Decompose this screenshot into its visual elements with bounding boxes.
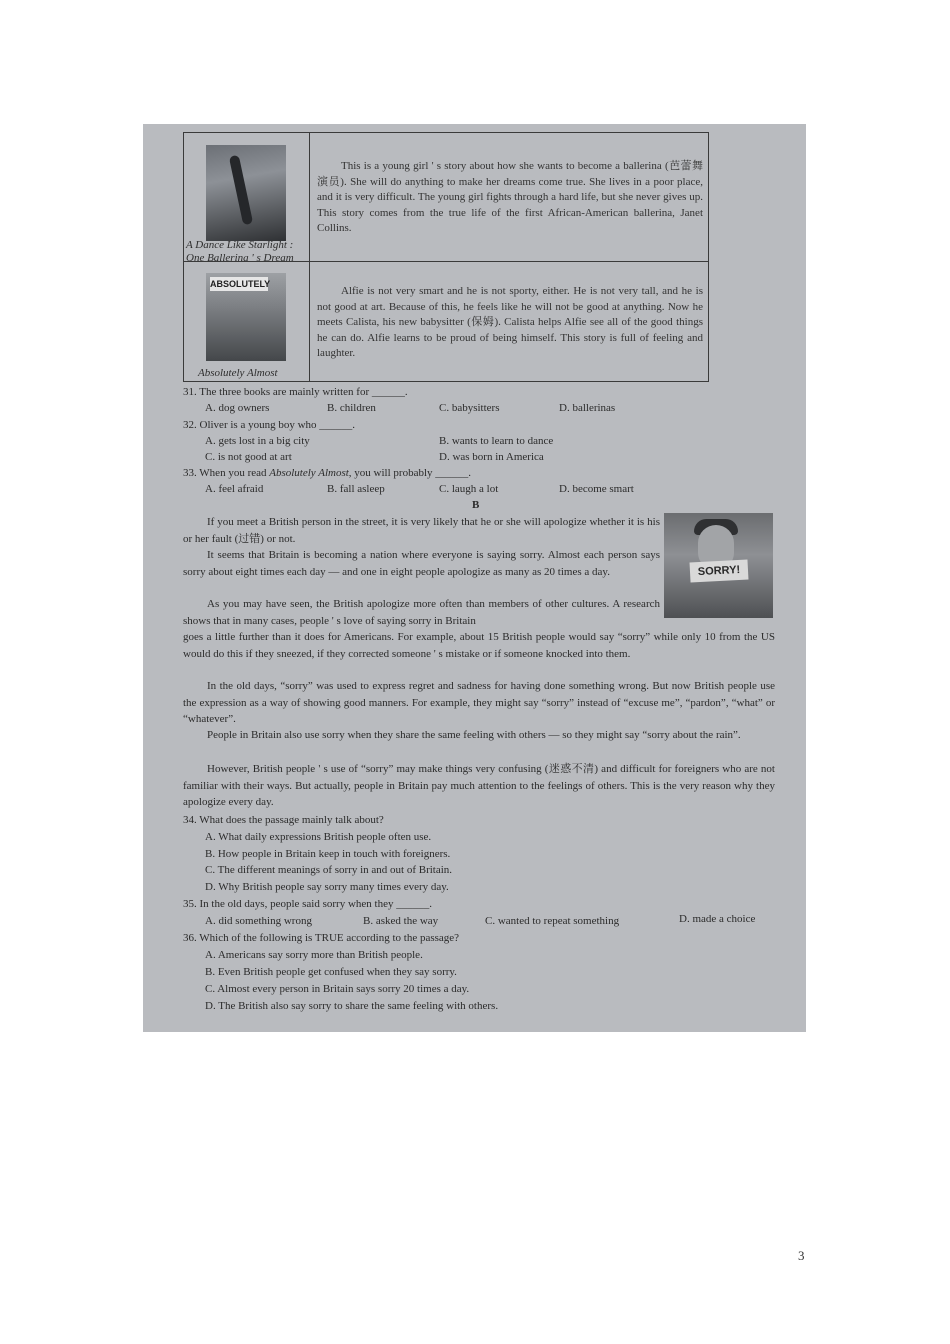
book-table <box>183 132 709 382</box>
option: A. feel afraid <box>205 483 264 495</box>
option: C. Almost every person in Britain says sorry 20 times a day. <box>205 983 470 995</box>
book-caption: A Dance Like Starlight : <box>186 239 294 251</box>
cover-title: ABSOLUTELY <box>210 279 271 289</box>
sorry-photo <box>664 513 773 618</box>
table-column-divider <box>309 133 310 381</box>
page-number: 3 <box>798 1248 805 1263</box>
book-caption: Absolutely Almost <box>198 367 278 379</box>
section-heading: B <box>472 499 480 511</box>
paragraph: goes a little further than it does for Americans. For example, about 15 British people would say “sorry” while only 10 from the US would do this if they sneezed, if they corrected someone ' s mistake or if someone knocked into them. <box>183 631 775 660</box>
option: C. The different meanings of sorry in and out of Britain. <box>205 864 453 876</box>
paragraph: It seems that Britain is becoming a nation where everyone is saying sorry. Almost each person says sorry about eight times each day — and one in eight people apologize as many as 20 times a day. <box>183 549 660 578</box>
question-34: 34. What does the passage mainly talk about? <box>183 814 384 826</box>
option: B. children <box>327 402 376 414</box>
option: A. did something wrong <box>205 915 312 927</box>
option: D. become smart <box>559 483 634 495</box>
question-33: 33. When you read Absolutely Almost, you will probably ______. <box>183 467 472 479</box>
option: A. What daily expressions British people often use. <box>205 831 432 843</box>
option: B. asked the way <box>363 915 439 927</box>
option: D. Why British people say sorry many times every day. <box>205 881 449 893</box>
option: B. How people in Britain keep in touch with foreigners. <box>205 848 451 860</box>
option: B. fall asleep <box>327 483 385 495</box>
question-32: 32. Oliver is a young boy who ______. <box>183 419 356 431</box>
option: C. wanted to repeat something <box>485 915 620 927</box>
sorry-sign: SORRY! <box>690 559 749 582</box>
book-description: Alfie is not very smart and he is not sporty, either. He is not very tall, and he is not good at art. Because of this, he feels like he will not be good at anything. Now he meets Calista, his new babysitter (保姆). Calista helps Alfie see all of the good things he can do. Alfie learns to be proud of being himself. This story is full of feeling and laughter. <box>317 285 703 360</box>
book-cover-dance-like-starlight <box>206 145 286 241</box>
book-description: This is a young girl ' s story about how she wants to become a ballerina (芭蕾舞演员). She will do anything to make her dreams come true. She lives in a poor place, and it is very difficult. The young girl fights through a hard life, but she never gives up. This story comes from the true life of the first African-American ballerina, Janet Collins. <box>317 160 703 235</box>
question-36: 36. Which of the following is TRUE according to the passage? <box>183 932 460 944</box>
option: D. The British also say sorry to share the same feeling with others. <box>205 1000 499 1012</box>
option: B. Even British people get confused when they say sorry. <box>205 966 457 978</box>
option: C. laugh a lot <box>439 483 499 495</box>
option: C. babysitters <box>439 402 500 414</box>
paragraph: As you may have seen, the British apologize more often than members of other cultures. A research shows that in many cases, people ' s love of saying sorry in Britain <box>183 598 660 627</box>
question-35: 35. In the old days, people said sorry when they ______. <box>183 898 432 910</box>
question-31: 31. The three books are mainly written for ______. <box>183 386 408 398</box>
option: B. wants to learn to dance <box>439 435 554 447</box>
option: D. made a choice <box>679 913 756 925</box>
paragraph: If you meet a British person in the street, it is very likely that he or she will apologize whether it is his or her fault (过错) or not. <box>183 516 660 545</box>
option: A. gets lost in a big city <box>205 435 310 447</box>
option: D. was born in America <box>439 451 544 463</box>
book-caption: One Ballerina ' s Dream <box>186 252 294 264</box>
paragraph: However, British people ' s use of “sorry” may make things very confusing (迷惑不清) and difficult for foreigners who are not familiar with their ways. But actually, people in Britain pay much attention to the feelings of others. This is the very reason why they apologize every day. <box>183 763 775 808</box>
option: A. Americans say sorry more than British people. <box>205 949 423 961</box>
option: A. dog owners <box>205 402 270 414</box>
option: C. is not good at art <box>205 451 292 463</box>
paragraph: People in Britain also use sorry when they share the same feeling with others — so they might say “sorry about the rain”. <box>207 729 741 741</box>
paragraph: In the old days, “sorry” was used to express regret and sadness for having done something wrong. But now British people use the expression as a way of showing good manners. For example, they might say “sorry” instead of “excuse me”, “pardon”, “what” or “whatever”. <box>183 680 775 725</box>
scanned-exam-page <box>143 124 806 1032</box>
option: D. ballerinas <box>559 402 616 414</box>
book-cover-absolutely-almost <box>206 273 286 361</box>
